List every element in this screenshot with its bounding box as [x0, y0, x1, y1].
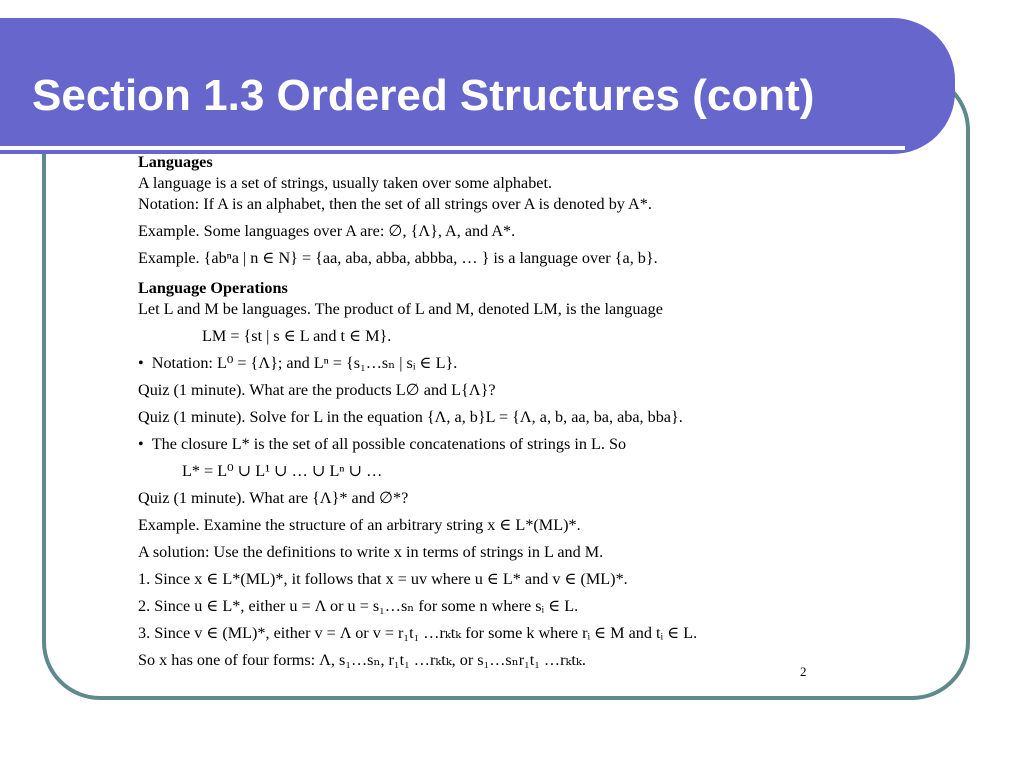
solution-step-2: 2. Since u ∈ L*, either u = Λ or u = s₁…sₙ for some n where sᵢ ∈ L.	[138, 597, 579, 615]
quiz-line: Quiz (1 minute). What are {Λ}* and ∅*?	[138, 489, 409, 507]
heading-languages: Languages	[138, 153, 213, 171]
closure-formula: L* = L⁰ ∪ L¹ ∪ … ∪ Lⁿ ∪ …	[182, 462, 383, 480]
definition-line: A language is a set of strings, usually taken over some alphabet.	[138, 174, 553, 192]
slide-title: Section 1.3 Ordered Structures (cont)	[32, 71, 815, 120]
solution-line: A solution: Use the definitions to write x in terms of strings in L and M.	[138, 543, 604, 561]
notation-bullet: • Notation: L⁰ = {Λ}; and Lⁿ = {s₁…sₙ | sᵢ ∈ L}.	[138, 353, 828, 374]
quiz-line: Quiz (1 minute). What are the products L∅ and L{Λ}?	[138, 381, 496, 399]
title-underline	[0, 146, 905, 150]
example-line: Example. Examine the structure of an arbitrary string x ∈ L*(ML)*.	[138, 516, 581, 534]
page-number: 2	[800, 664, 807, 679]
slide-content	[138, 152, 828, 671]
example-line: Example. Some languages over A are: ∅, {Λ}, A, and A*.	[138, 222, 516, 240]
quiz-line: Quiz (1 minute). Solve for L in the equation {Λ, a, b}L = {Λ, a, b, aa, ba, aba, bba}.	[138, 408, 683, 426]
notation-line: Notation: If A is an alphabet, then the set of all strings over A is denoted by A*.	[138, 195, 652, 213]
product-formula: LM = {st | s ∈ L and t ∈ M}.	[202, 327, 392, 345]
solution-step-3: 3. Since v ∈ (ML)*, either v = Λ or v = r₁t₁ …rₖtₖ for some k where rᵢ ∈ M and tᵢ ∈ L.	[138, 624, 698, 642]
heading-language-operations: Language Operations	[138, 279, 288, 297]
closure-bullet: • The closure L* is the set of all possible concatenations of strings in L. So	[138, 434, 828, 455]
product-definition-line: Let L and M be languages. The product of L and M, denoted LM, is the language	[138, 300, 663, 318]
title-bar	[0, 18, 955, 154]
solution-conclusion: So x has one of four forms: Λ, s₁…sₙ, r₁t₁ …rₖtₖ, or s₁…sₙr₁t₁ …rₖtₖ.	[138, 651, 586, 669]
example-line: Example. {abⁿa | n ∈ N} = {aa, aba, abba, abbba, … } is a language over {a, b}.	[138, 249, 658, 267]
solution-step-1: 1. Since x ∈ L*(ML)*, it follows that x = uv where u ∈ L* and v ∈ (ML)*.	[138, 570, 628, 588]
